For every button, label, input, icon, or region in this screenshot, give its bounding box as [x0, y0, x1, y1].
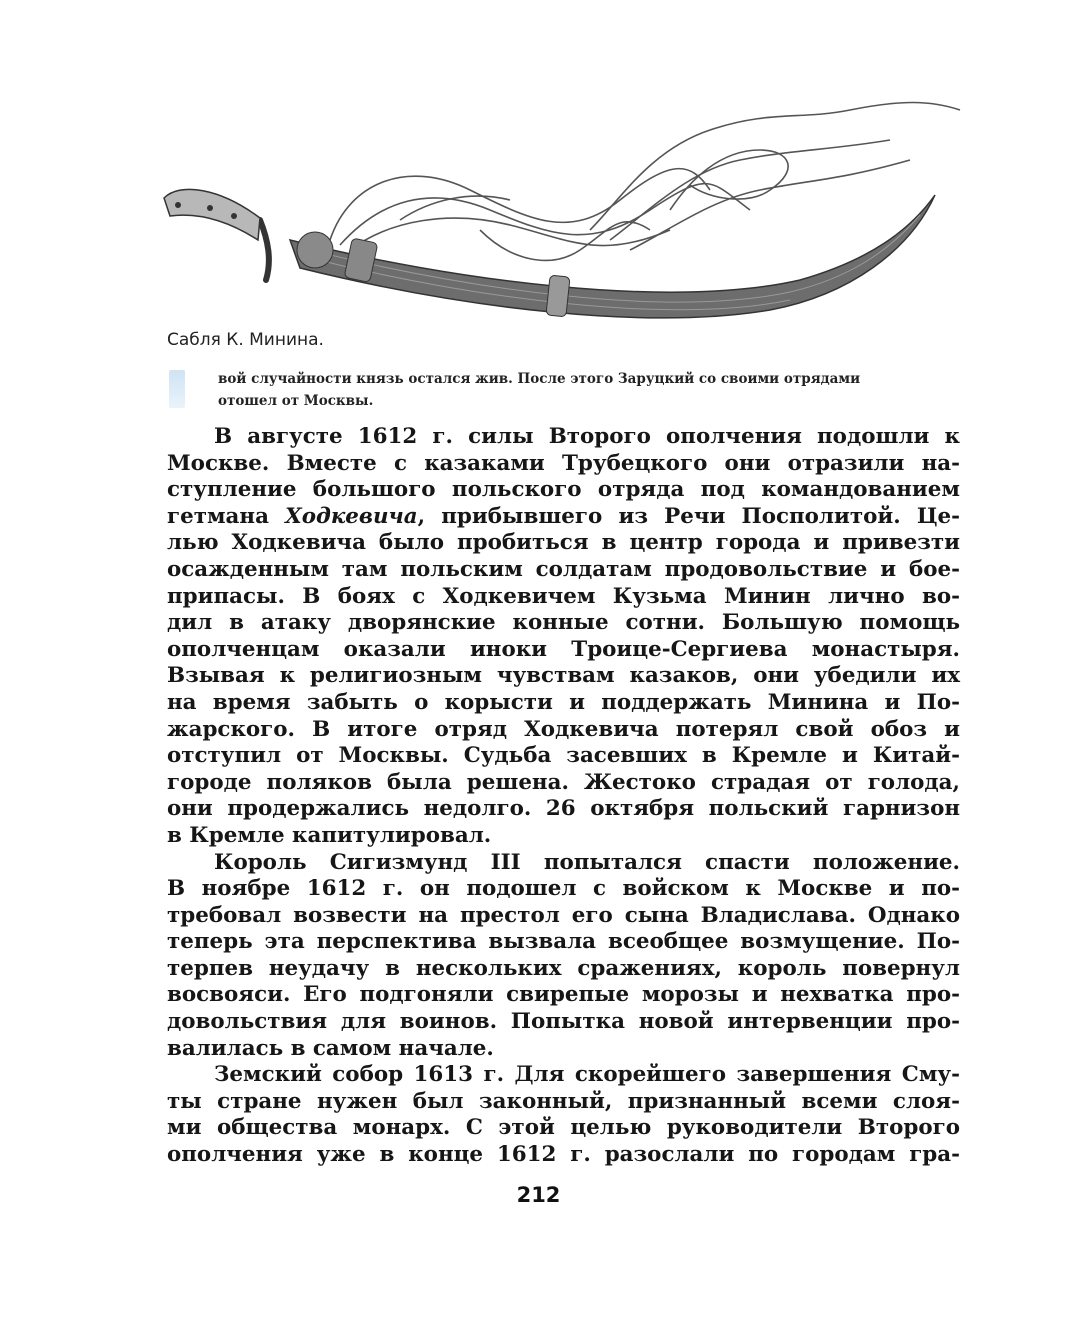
text-line: ты стране нужен был законный, признанный всеми слоя-	[167, 1088, 960, 1114]
text-line: в Кремле капитулировал.	[167, 822, 492, 848]
page-number: 212	[516, 1183, 561, 1207]
text-line: ми общества монарх. С этой целью руководители Второго	[167, 1115, 960, 1141]
text-line: городе поляков была решена. Жестоко страдая от голода,	[167, 769, 960, 795]
text-line: ополчения уже в конце 1612 г. разослали по городам гра-	[167, 1142, 960, 1168]
text-line: на время забыть о корысти и поддержать Минина и По-	[167, 689, 960, 715]
text-line: терпев неудачу в нескольких сражениях, король повернул	[167, 955, 960, 981]
note-line: вой случайности князь остался жив. После этого Заруцкий со своими отрядами	[218, 371, 861, 387]
text-line: валилась в самом начале.	[167, 1035, 494, 1061]
saber-illustration	[150, 90, 980, 340]
text-line: В ноябре 1612 г. он подошел с войском к Москве и по-	[167, 876, 960, 902]
text-line: дил в атаку дворянские конные сотни. Большую помощь	[167, 610, 960, 636]
text-line: довольствия для воинов. Попытка новой интервенции про-	[167, 1009, 960, 1035]
text-line: лью Ходкевича было пробиться в центр города и привезти	[167, 530, 960, 556]
text-line: ступление большого польского отряда под командованием	[167, 477, 960, 503]
text-line: осажденным там польским солдатам продовольствие и бое-	[167, 556, 960, 582]
text-line: ополченцам оказали иноки Троице-Сергиева монастыря.	[167, 636, 960, 662]
text-line: Взывая к религиозным чувствам казаков, они убедили их	[167, 663, 960, 689]
main-text	[167, 424, 960, 1169]
section-heading: Земский собор 1613 г.	[214, 1062, 505, 1088]
note-line: отошел от Москвы.	[218, 393, 374, 409]
side-note-text	[218, 368, 960, 412]
text-line: припасы. В боях с Ходкевичем Кузьма Минин лично во-	[167, 583, 960, 609]
text-line: требовал возвести на престол его сына Владислава. Однако	[167, 902, 960, 928]
text-line: они продержались недолго. 26 октября польский гарнизон	[167, 796, 960, 822]
figure-caption: Сабля К. Минина.	[167, 330, 324, 350]
text-line: жарского. В итоге отряд Ходкевича потерял свой обоз и	[167, 716, 960, 742]
side-note-marker	[169, 370, 185, 408]
text-line: отступил от Москвы. Судьба засевших в Кремле и Китай-	[167, 743, 960, 769]
text-line: Москве. Вместе с казаками Трубецкого они отразили на-	[167, 450, 960, 476]
text-line: Король Сигизмунд III попытался спасти положение.	[214, 849, 960, 875]
text-line: гетмана Ходкевича, прибывшего из Речи Посполитой. Це-	[167, 503, 960, 529]
text-line: восвояси. Его подгоняли свирепые морозы и нехватка про-	[167, 982, 960, 1008]
text-line: теперь эта перспектива вызвала всеобщее возмущение. По-	[167, 929, 960, 955]
text-line: Земский собор 1613 г. Для скорейшего завершения Сму-	[214, 1062, 960, 1088]
text-line: В августе 1612 г. силы Второго ополчения подошли к	[214, 424, 960, 449]
